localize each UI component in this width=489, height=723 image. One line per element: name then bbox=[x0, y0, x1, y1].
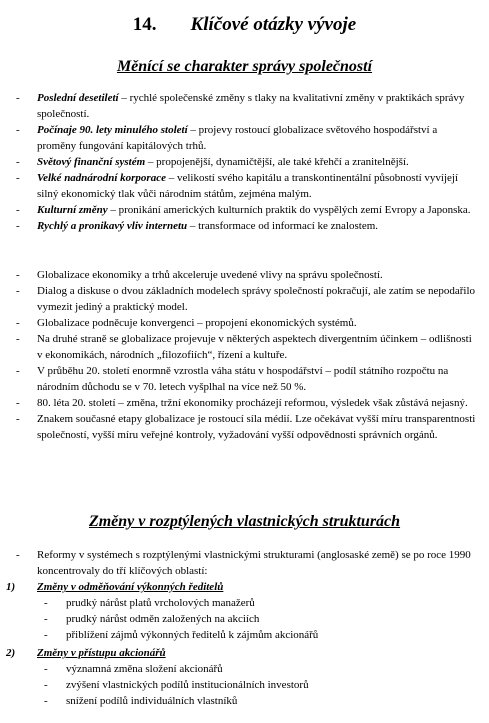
chapter-heading bbox=[0, 14, 489, 36]
list-item: - snížení podílů individuálních vlastníků bbox=[44, 695, 238, 707]
list-item: - Na druhé straně se globalizace projevuje v některých aspektech divergentním účinkem – odlišnosti v ekonomikách, národních „filozofiích“, řízení a kultuře. bbox=[16, 333, 472, 361]
list-item-text: – rychlé společenské změny s tlaky na kvalitativní změny v praktikách správy společností. bbox=[37, 92, 465, 120]
chapter-title: Klíčové otázky vývoje bbox=[190, 14, 357, 35]
list-item: - 80. léta 20. století – změna, tržní ekonomiky procházejí reformou, výsledek však zůstává nejasný. bbox=[16, 397, 468, 409]
list-item: - prudký nárůst platů vrcholových manažerů bbox=[44, 597, 255, 609]
area-item-list bbox=[0, 661, 489, 709]
list-item: - prudký nárůst odměn založených na akciích bbox=[44, 613, 260, 625]
trend-list bbox=[0, 90, 489, 234]
section-intro: Reformy v systémech s rozptýlenými vlastnickými strukturami (anglosaské země) se po roce 1990 koncentrovaly do tří klíčových oblastí: bbox=[37, 549, 471, 577]
list-item: - významná změna složení akcionářů bbox=[44, 663, 223, 675]
list-item-text: – velikostí svého kapitálu a transkontinentální působností vyvíjejí silný ekonomický tlak vůči národním státům, zejména malým. bbox=[37, 172, 459, 200]
list-item: - Světový finanční systém – propojenější, dynamičtější, ale také křehčí a zranitelnější. bbox=[16, 156, 409, 168]
list-item: - Dialog a diskuse o dvou základních modelech správy společností pokračují, ale zatím se nepodařilo vymezit jediný a praktický model. bbox=[16, 285, 476, 313]
section-title-ownership: Změny v rozptýlených vlastnických strukturách bbox=[88, 513, 401, 530]
area-title: Změny v odměňování výkonných ředitelů bbox=[37, 581, 224, 593]
list-item: - přiblížení zájmů výkonných ředitelů k zájmům akcionářů bbox=[44, 629, 319, 641]
list-item-term: Světový finanční systém bbox=[37, 156, 146, 168]
list-item-text: – projevy rostoucí globalizace světového hospodářství a proměny fungování kapitálových trhů. bbox=[37, 124, 438, 152]
intro-list bbox=[0, 547, 489, 579]
list-item-term: Rychlý a pronikavý vliv internetu bbox=[37, 220, 188, 232]
chapter-number: 14. bbox=[132, 14, 157, 35]
section-title-governance: Měnící se charakter správy společností bbox=[116, 58, 373, 75]
list-item-text: – pronikání amerických kulturních praktik do vyspělých zemí Evropy a Japonska. bbox=[107, 204, 471, 216]
list-item-text: – propojenější, dynamičtější, ale také křehčí a zranitelnější. bbox=[145, 156, 409, 168]
list-item: - Kulturní změny – pronikání amerických kulturních praktik do vyspělých zemí Evropy a Japonska. bbox=[16, 204, 471, 216]
list-item: - Reformy v systémech s rozptýlenými vlastnickými strukturami (anglosaské země) se po roce 1990 koncentrovaly do tří klíčových oblastí: bbox=[0, 547, 489, 579]
area-number: 2) bbox=[6, 647, 16, 659]
list-item: - zvýšení vlastnických podílů institucionálních investorů bbox=[44, 679, 309, 691]
list-item: - V průběhu 20. století enormně vzrostla váha státu v hospodářství – podíl státního rozpočtu na národním důchodu se v 70. letech vyšplhal na více než 50 %. bbox=[16, 365, 449, 393]
list-item: - Globalizace ekonomiky a trhů akceleruje uvedené vlivy na správu společností. bbox=[16, 269, 383, 281]
point-list bbox=[0, 267, 489, 443]
list-item-term: Počínaje 90. lety minulého století bbox=[37, 124, 188, 136]
list-item: - Znakem současné etapy globalizace je rostoucí síla médií. Lze očekávat vyšší míru transparentnosti společností, vyšší míru veřejné kontroly, vyžadování vyšší odpovědnosti správních orgánů. bbox=[16, 413, 476, 441]
area-title: Změny v přístupu akcionářů bbox=[37, 647, 166, 659]
list-item: - Rychlý a pronikavý vliv internetu – transformace od informací ke znalostem. bbox=[16, 220, 379, 232]
list-item-term: Poslední desetiletí bbox=[37, 92, 119, 104]
list-item-term: Velké nadnárodní korporace bbox=[37, 172, 166, 184]
area-number: 1) bbox=[6, 581, 16, 593]
list-item: - Poslední desetiletí – rychlé společenské změny s tlaky na kvalitativní změny v praktikách správy společností. bbox=[16, 92, 465, 120]
list-item-term: Kulturní změny bbox=[37, 204, 108, 216]
list-item-text: – transformace od informací ke znalostem. bbox=[187, 220, 379, 232]
area-item-list bbox=[0, 595, 489, 643]
list-item: - Velké nadnárodní korporace – velikostí svého kapitálu a transkontinentální působností vyvíjejí silný ekonomický tlak vůči národním státům, zejména malým. bbox=[16, 172, 459, 200]
list-item: - Globalizace podněcuje konvergenci – propojení ekonomických systémů. bbox=[16, 317, 357, 329]
list-item: - Počínaje 90. lety minulého století – projevy rostoucí globalizace světového hospodářství a proměny fungování kapitálových trhů. bbox=[16, 124, 438, 152]
